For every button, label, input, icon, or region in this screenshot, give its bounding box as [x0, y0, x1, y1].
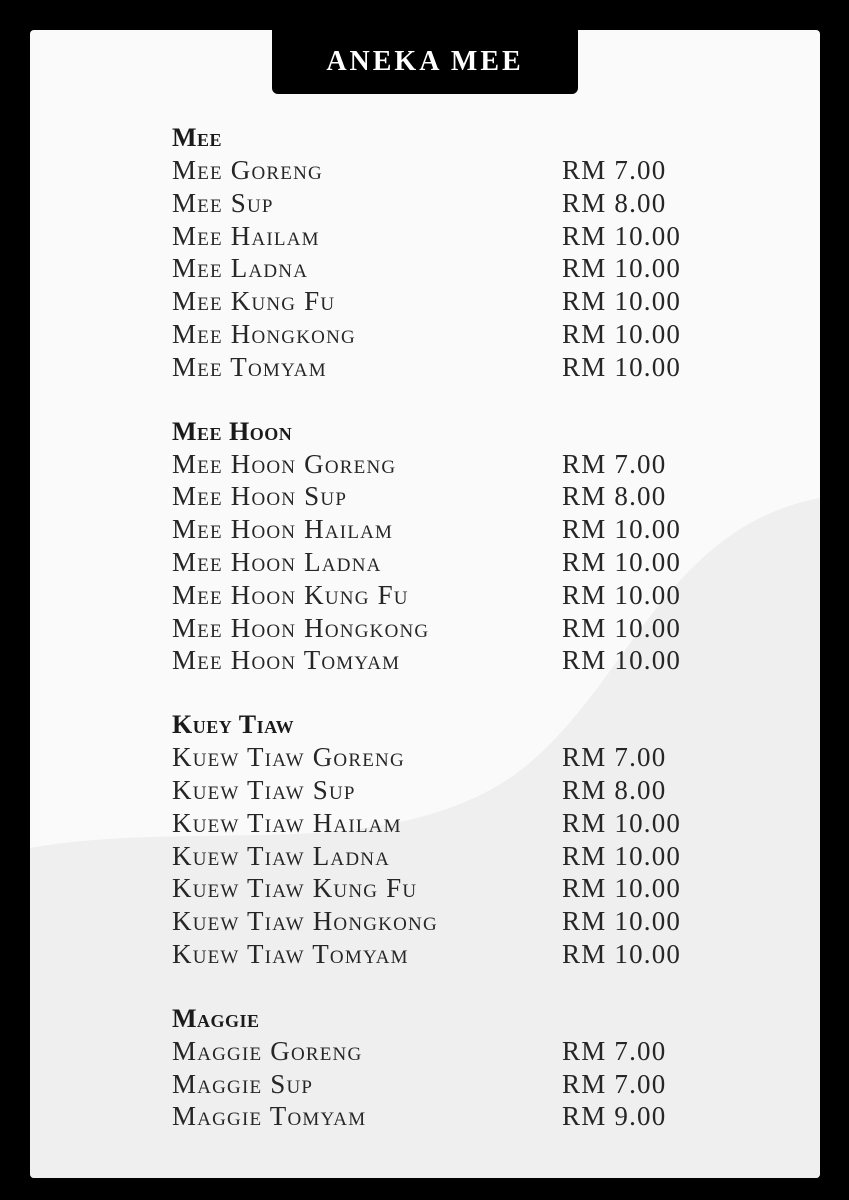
item-price: RM 7.00	[562, 742, 667, 773]
section-title: Kuey Tiaw	[172, 710, 295, 740]
menu-card	[30, 30, 820, 1178]
item-price: RM 10.00	[562, 546, 682, 577]
item-price: RM 7.00	[562, 448, 667, 479]
section-kuey-tiaw	[172, 709, 772, 971]
menu-item	[172, 579, 772, 612]
item-price: RM 10.00	[562, 807, 682, 838]
item-name: Kuew Tiaw Sup	[172, 774, 356, 805]
menu-item	[172, 807, 772, 840]
item-price: RM 8.00	[562, 187, 667, 218]
item-name: Mee Kung Fu	[172, 286, 336, 317]
item-price: RM 10.00	[562, 612, 682, 643]
menu-item	[172, 612, 772, 645]
item-price: RM 10.00	[562, 286, 682, 317]
item-name: Mee Tomyam	[172, 351, 327, 382]
item-name: Maggie Goreng	[172, 1035, 363, 1066]
item-name: Kuew Tiaw Hailam	[172, 807, 402, 838]
item-price: RM 10.00	[562, 645, 682, 676]
menu-item	[172, 318, 772, 351]
item-name: Kuew Tiaw Ladna	[172, 840, 391, 871]
menu-item	[172, 938, 772, 971]
section-mee-hoon	[172, 416, 772, 678]
item-price: RM 10.00	[562, 318, 682, 349]
menu-item	[172, 480, 772, 513]
section-title: Mee	[172, 123, 223, 152]
item-name: Kuew Tiaw Tomyam	[172, 938, 409, 969]
item-name: Maggie Sup	[172, 1068, 314, 1099]
item-price: RM 7.00	[562, 1035, 667, 1066]
menu-item	[172, 252, 772, 285]
menu-item	[172, 644, 772, 677]
item-name: Mee Ladna	[172, 253, 309, 284]
item-price: RM 7.00	[562, 1068, 667, 1099]
item-price: RM 8.00	[562, 774, 667, 805]
item-price: RM 7.00	[562, 155, 667, 185]
item-price: RM 10.00	[562, 514, 682, 545]
section-title: Mee Hoon	[172, 416, 293, 446]
menu-item	[172, 546, 772, 579]
item-name: Kuew Tiaw Goreng	[172, 742, 405, 773]
item-name: Mee Hongkong	[172, 318, 356, 349]
item-name: Maggie Tomyam	[172, 1101, 367, 1132]
item-name: Mee Hoon Tomyam	[172, 645, 401, 676]
item-name: Mee Hoon Kung Fu	[172, 579, 409, 610]
menu-item	[172, 220, 772, 253]
item-name: Mee Goreng	[172, 155, 323, 185]
menu-item	[172, 513, 772, 546]
menu-item	[172, 1035, 772, 1068]
item-name: Mee Hoon Sup	[172, 481, 348, 512]
menu-item	[172, 448, 772, 481]
menu-item	[172, 1068, 772, 1101]
item-price: RM 8.00	[562, 481, 667, 512]
item-name: Mee Hailam	[172, 220, 320, 251]
item-price: RM 10.00	[562, 220, 682, 251]
section-mee	[172, 122, 772, 384]
item-name: Mee Hoon Hongkong	[172, 612, 430, 643]
menu-item	[172, 774, 772, 807]
item-price: RM 10.00	[562, 906, 682, 937]
menu-item	[172, 872, 772, 905]
menu-item	[172, 1100, 772, 1133]
menu-item	[172, 840, 772, 873]
item-price: RM 10.00	[562, 253, 682, 284]
title-banner	[272, 30, 578, 94]
item-price: RM 10.00	[562, 840, 682, 871]
item-name: Kuew Tiaw Hongkong	[172, 906, 438, 937]
item-name: Kuew Tiaw Kung Fu	[172, 873, 418, 904]
item-price: RM 10.00	[562, 873, 682, 904]
item-name: Mee Sup	[172, 187, 274, 218]
menu-item	[172, 154, 772, 187]
menu-item	[172, 187, 772, 220]
item-price: RM 9.00	[562, 1101, 667, 1132]
item-price: RM 10.00	[562, 938, 682, 969]
menu-item	[172, 351, 772, 384]
menu-title: ANEKA MEE	[326, 46, 524, 77]
menu-list	[172, 122, 772, 1165]
menu-item	[172, 285, 772, 318]
item-price: RM 10.00	[562, 351, 682, 382]
menu-item	[172, 905, 772, 938]
item-name: Mee Hoon Ladna	[172, 546, 382, 577]
section-maggie	[172, 1003, 772, 1133]
item-name: Mee Hoon Hailam	[172, 514, 394, 545]
item-name: Mee Hoon Goreng	[172, 448, 397, 479]
menu-item	[172, 741, 772, 774]
item-price: RM 10.00	[562, 579, 682, 610]
section-title: Maggie	[172, 1003, 260, 1033]
